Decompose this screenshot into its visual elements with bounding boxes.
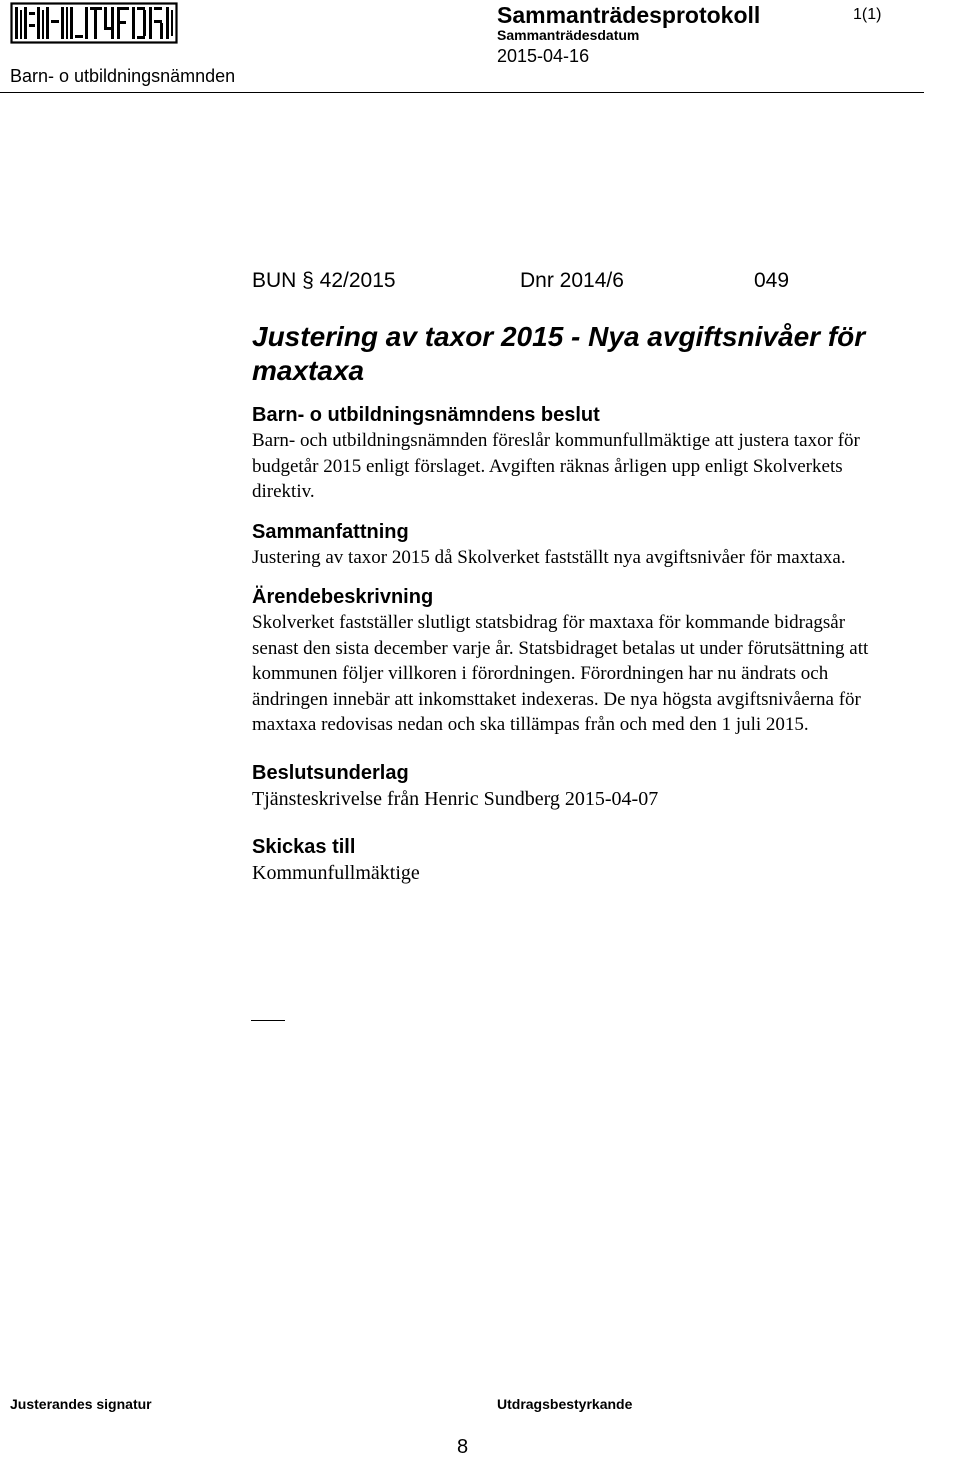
diary-number: Dnr 2014/6 — [520, 269, 624, 292]
municipality-logo — [10, 2, 178, 44]
certification-label: Utdragsbestyrkande — [497, 1396, 633, 1412]
section-heading: Sammanfattning — [252, 520, 409, 543]
page-number: 8 — [457, 1436, 469, 1458]
section-heading: Beslutsunderlag — [252, 761, 409, 784]
signature-label: Justerandes signatur — [10, 1396, 152, 1412]
case-number: BUN § 42/2015 — [252, 269, 396, 292]
department-name: Barn- o utbildningsnämnden — [10, 66, 236, 86]
section-heading: Ärendebeskrivning — [252, 586, 434, 608]
section-case-description — [252, 584, 932, 738]
section-decision — [252, 402, 932, 505]
header-divider — [0, 92, 924, 93]
item-title: Justering av taxor 2015 - Nya avgiftsnivåer för maxtaxa — [252, 321, 866, 386]
section-send-to — [252, 834, 932, 886]
section-summary — [252, 519, 932, 571]
meeting-date-value: 2015-04-16 — [497, 46, 590, 66]
section-decision-basis — [252, 760, 932, 812]
section-text: Skolverket fastställer slutligt statsbidrag för maxtaxa för kommande bidragsår senast den sista december varje år. Statsbidraget betalas ut under förutsättning att kommunen följer villkoren i förordningen. Förordningen har nu ändrats och ändringen innebär att inkomsttaket indexeras. De nya högsta avgiftsnivåerna för maxtaxa redovisas nedan och ska tillämpas från och med den 1 juli 2015. — [252, 612, 869, 735]
protocol-body — [252, 266, 932, 886]
section-heading: Skickas till — [252, 835, 356, 858]
case-code: 049 — [754, 269, 790, 292]
meeting-date-label: Sammanträdesdatum — [497, 27, 640, 43]
case-reference-row — [252, 266, 932, 296]
section-text: Kommunfullmäktige — [252, 861, 420, 884]
end-of-item-line — [251, 1020, 285, 1021]
page-count: 1(1) — [853, 6, 882, 23]
section-text: Tjänsteskrivelse från Henric Sundberg 2015-04-07 — [252, 787, 659, 810]
document-type: Sammanträdesprotokoll — [497, 2, 761, 28]
section-heading: Barn- o utbildningsnämndens beslut — [252, 404, 600, 426]
section-text: Barn- och utbildningsnämnden föreslår kommunfullmäktige att justera taxor för budgetår 2015 enligt förslaget. Avgiften räknas årligen upp enligt Skolverkets direktiv. — [252, 430, 860, 502]
section-text: Justering av taxor 2015 då Skolverket fastställt nya avgiftsnivåer för maxtaxa. — [252, 546, 846, 568]
